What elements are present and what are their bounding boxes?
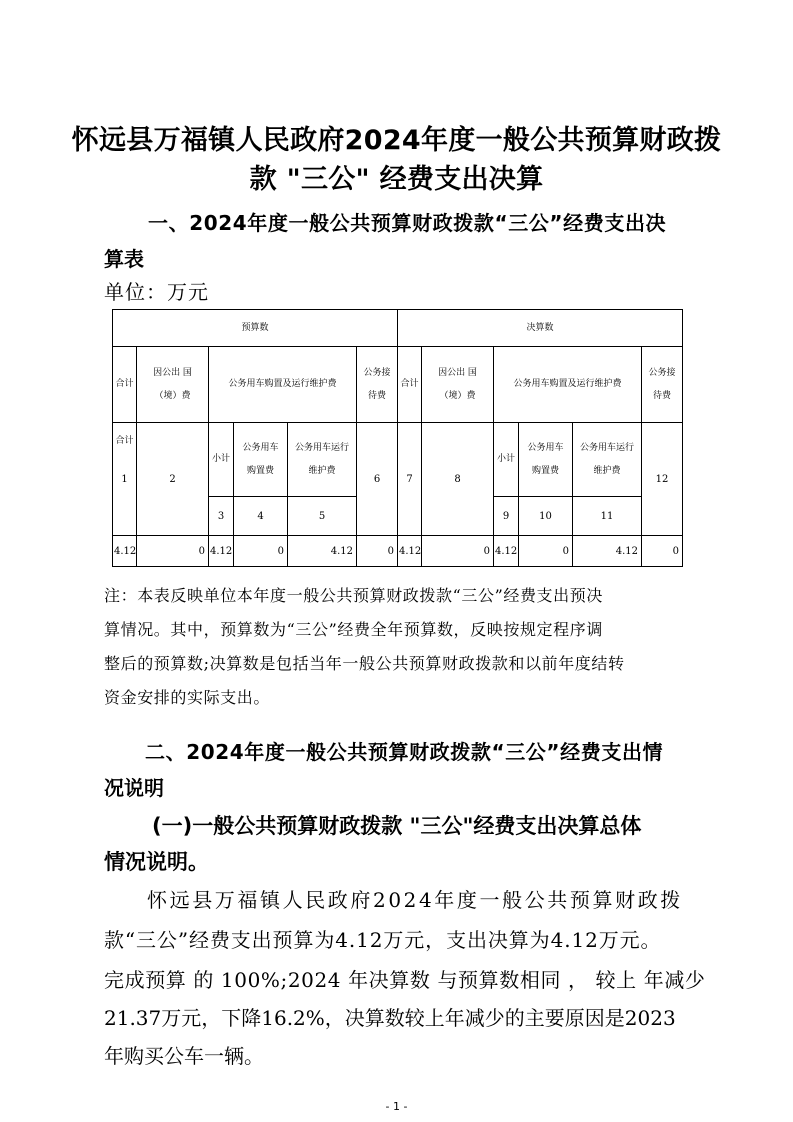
final-col-11-number: 11 <box>572 496 642 536</box>
paragraph-line-4: 21.37万元，下降16.2%，决算数较上年减少的主要原因是2023 <box>104 1006 676 1030</box>
final-purchase-header: 公务用车 购置费 <box>518 422 573 497</box>
paragraph-line-3: 完成预算 的 100%;2024 年决算数 与预算数相同 ， 较上 年减少 <box>104 968 706 992</box>
budget-purchase-header: 公务用车 购置费 <box>233 422 288 497</box>
budget-vehicle-header: 公务用车购置及运行维护费 <box>208 346 357 423</box>
document-title-line-1: 怀远县万福镇人民政府2024年度一般公共预算财政拨 <box>71 125 722 156</box>
note-line-2: 算情况。其中，预算数为“三公”经费全年预算数，反映按规定程序调 <box>104 620 603 639</box>
final-travel-header: 因公出 国 （境）费 <box>421 346 494 423</box>
budget-subtotal-header: 小计 <box>208 422 234 497</box>
final-col-7-number: 7 <box>397 422 422 536</box>
note-line-1: 注：本表反映单位本年度一般公共预算财政拨款“三公”经费支出预决 <box>104 586 603 605</box>
value-final-total: 4.12 <box>397 535 422 567</box>
final-operation-header: 公务用车运行 维护费 <box>572 422 642 497</box>
section-2-heading-line-1: 二、2024年度一般公共预算财政拨款“三公”经费支出情 <box>145 740 664 764</box>
budget-col-total-header: 合计 <box>112 346 137 536</box>
budget-reception-header: 公务接 待费 <box>356 346 398 423</box>
budget-col-2-number: 2 <box>136 422 209 536</box>
budget-travel-header: 因公出 国 （境）费 <box>136 346 209 423</box>
value-budget-reception: 0 <box>356 535 398 567</box>
unit-label: 单位：万元 <box>104 280 209 304</box>
section-2-heading-line-2: 况说明 <box>104 776 164 800</box>
budget-header: 预算数 <box>112 309 398 347</box>
budget-col-6-number: 6 <box>356 422 398 536</box>
value-budget-total: 4.12 <box>112 535 137 567</box>
budget-operation-header: 公务用车运行 维护费 <box>287 422 357 497</box>
final-total-label: 合计 <box>397 346 422 423</box>
final-vehicle-header: 公务用车购置及运行维护费 <box>493 346 642 423</box>
paragraph-line-5: 年购买公车一辆。 <box>104 1044 264 1068</box>
final-col-10-number: 10 <box>518 496 573 536</box>
three-public-expense-table <box>112 309 683 567</box>
value-budget-operation: 4.12 <box>287 535 357 567</box>
section-1-heading-line-2: 算表 <box>104 247 144 271</box>
section-1-heading-line-1: 一、2024年度一般公共预算财政拨款“三公”经费支出决 <box>148 211 667 235</box>
document-title-line-2: 款 "三公" 经费支出决算 <box>249 164 544 195</box>
budget-col-4-number: 4 <box>233 496 288 536</box>
value-budget-travel: 0 <box>136 535 209 567</box>
paragraph-line-2: 款“三公”经费支出预算为4.12万元，支出决算为4.12万元。 <box>104 928 662 952</box>
value-budget-subtotal: 4.12 <box>208 535 234 567</box>
budget-col-5-number: 5 <box>287 496 357 536</box>
final-col-8-number: 8 <box>421 422 494 536</box>
value-budget-purchase: 0 <box>233 535 288 567</box>
note-line-4: 资金安排的实际支出。 <box>104 688 271 707</box>
page-number: - 1 - <box>385 1100 408 1113</box>
final-reception-header: 公务接 待费 <box>641 346 683 423</box>
subsection-1-heading-line-1: (一)一般公共预算财政拨款 "三公"经费支出决算总体 <box>152 814 642 838</box>
paragraph-line-1: 怀远县万福镇人民政府2024年度一般公共预算财政拨 <box>147 888 683 912</box>
value-final-travel: 0 <box>421 535 494 567</box>
budget-total-label: 合计 <box>112 346 137 423</box>
value-final-purchase: 0 <box>518 535 573 567</box>
value-final-subtotal: 4.12 <box>493 535 519 567</box>
subsection-1-heading-line-2: 情况说明。 <box>104 850 209 874</box>
note-line-3: 整后的预算数;决算数是包括当年一般公共预算财政拨款和以前年度结转 <box>104 654 625 673</box>
value-final-reception: 0 <box>641 535 683 567</box>
budget-col-1-number: 1 <box>112 422 137 536</box>
value-final-operation: 4.12 <box>572 535 642 567</box>
final-subtotal-header: 小计 <box>493 422 519 497</box>
final-col-12-number: 12 <box>641 422 683 536</box>
budget-col-3-number: 3 <box>208 496 234 536</box>
final-col-9-number: 9 <box>493 496 519 536</box>
final-header: 决算数 <box>397 309 683 347</box>
